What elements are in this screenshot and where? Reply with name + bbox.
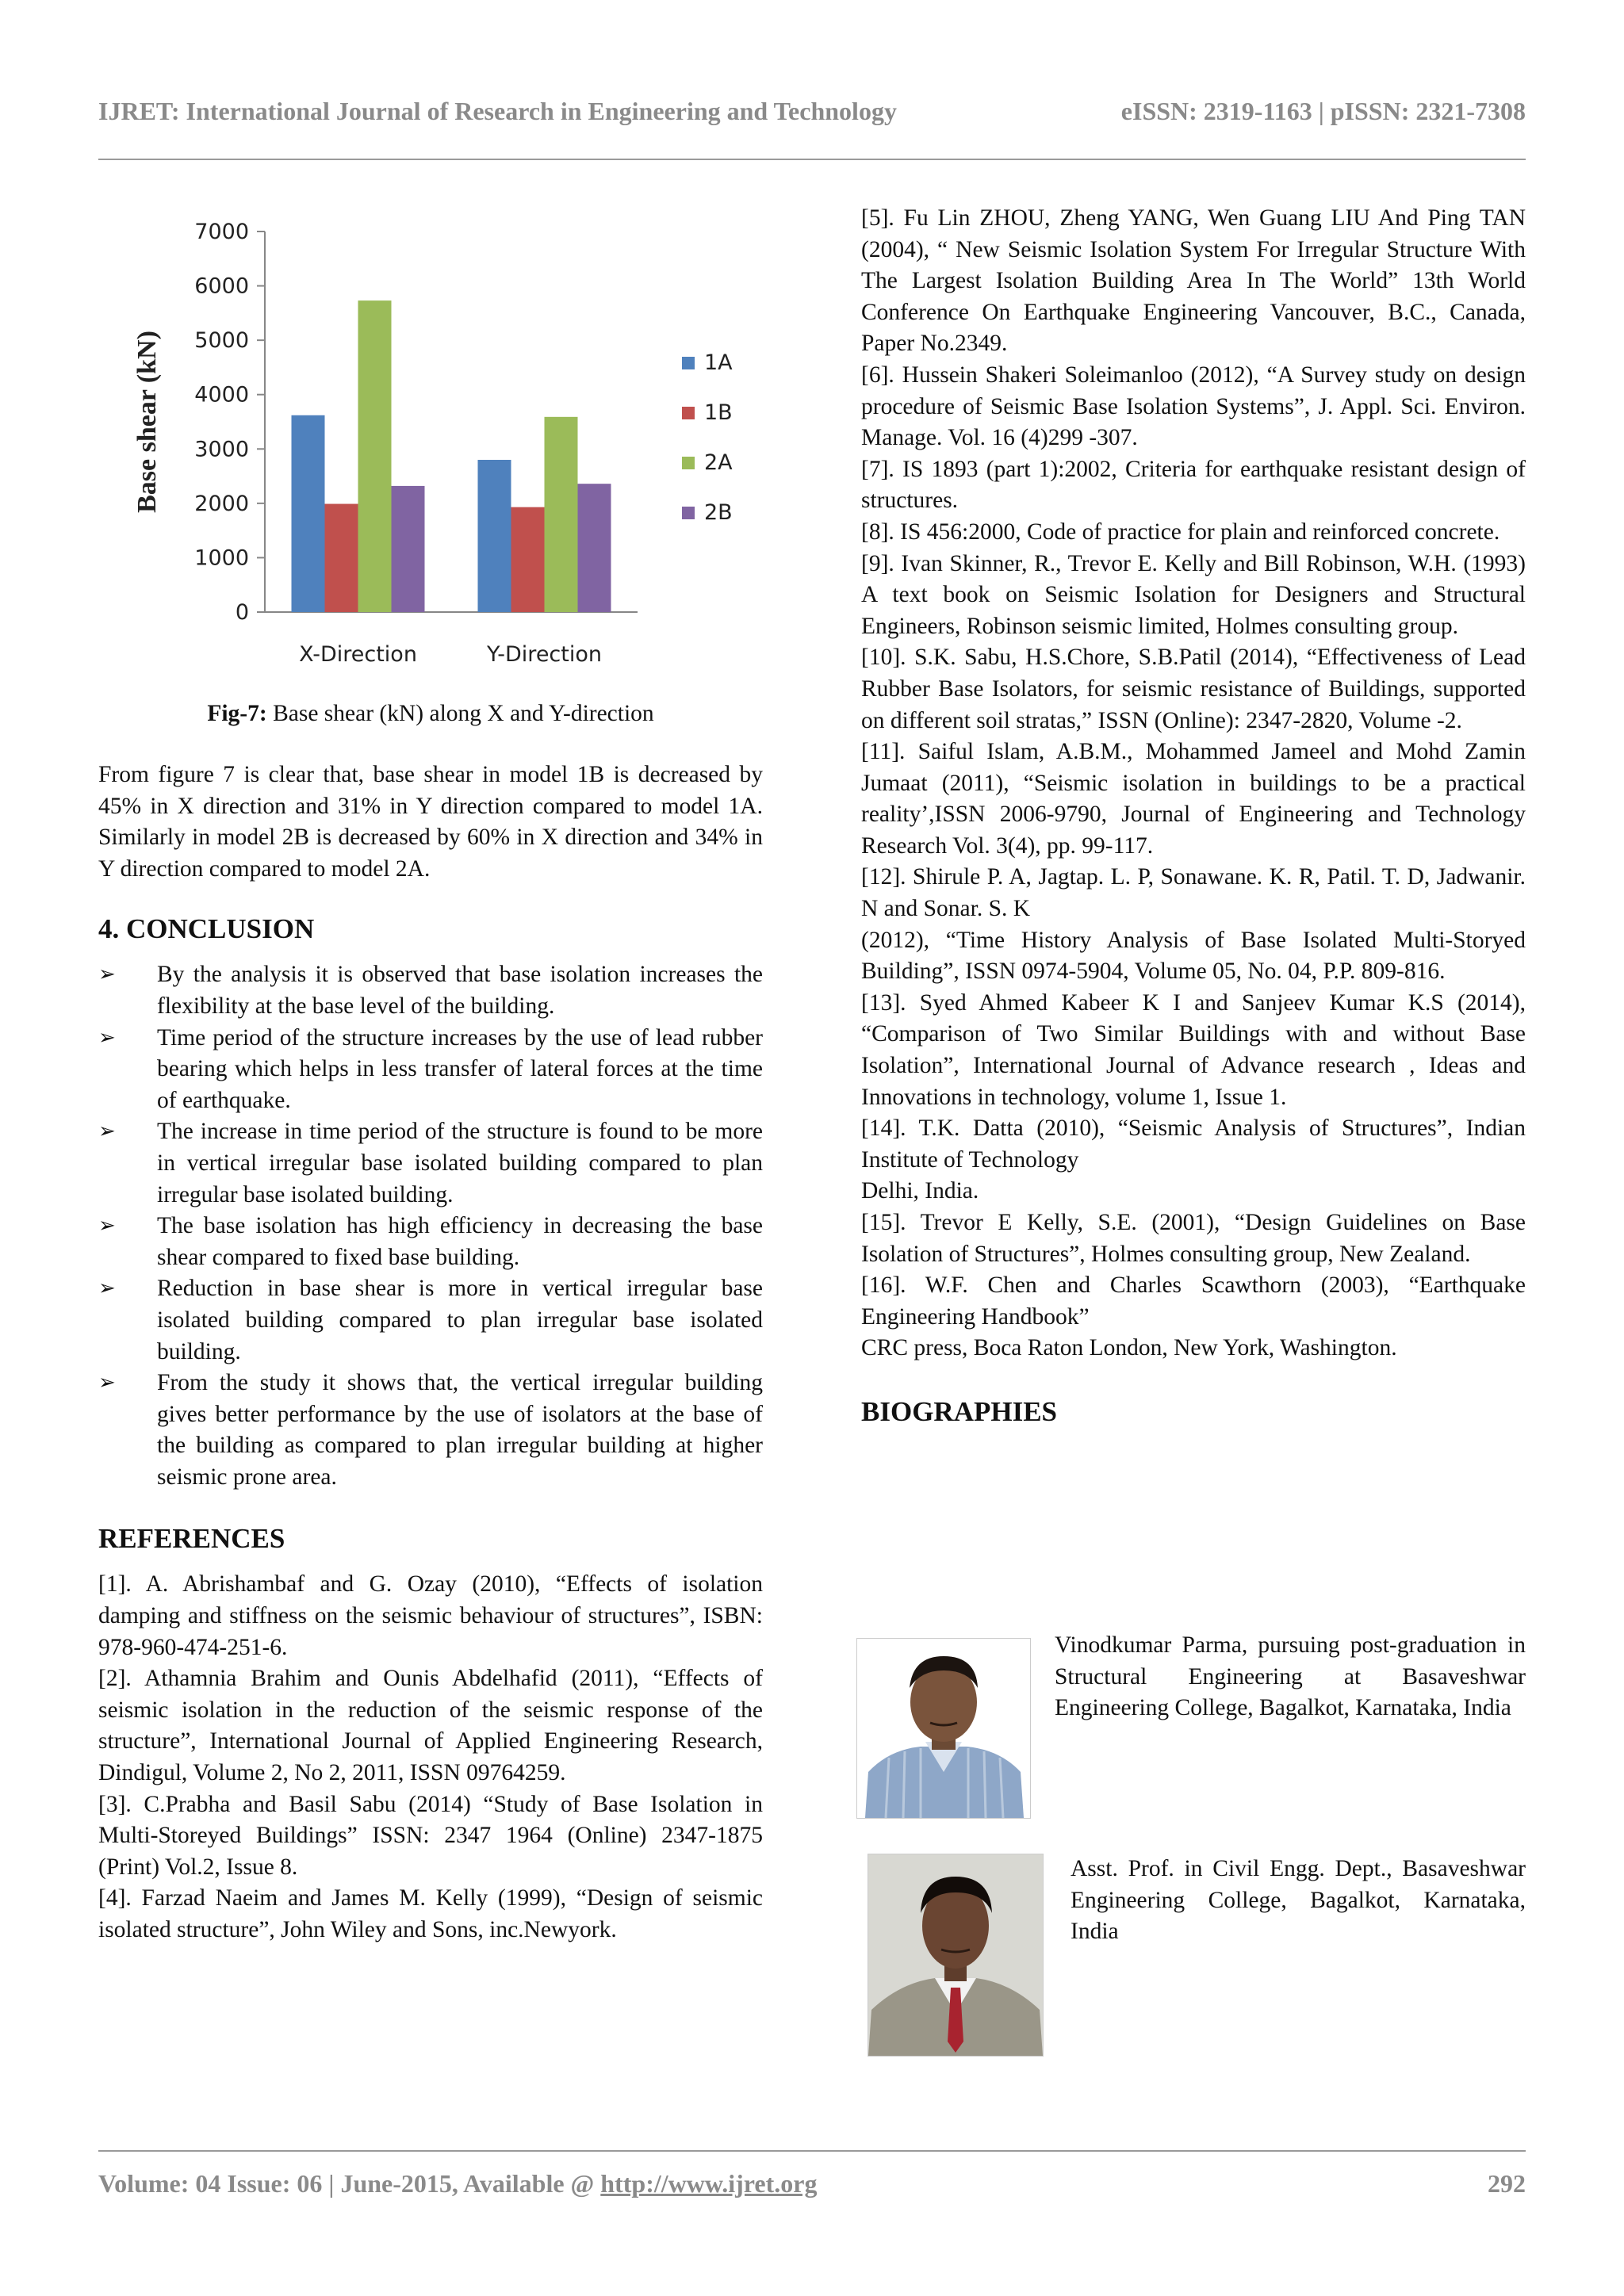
references-right	[861, 203, 1526, 1429]
author-photo-1	[856, 1638, 1031, 1819]
journal-title: IJRET: International Journal of Research in Engineering and Technology	[98, 97, 897, 125]
page-number: 292	[1488, 2169, 1526, 2198]
reference-item: [4]. Farzad Naeim and James M. Kelly (1999), “Design of seismic isolated structure”, John Wiley and Sons, inc.Newyork.	[98, 1885, 763, 1942]
figure-caption	[98, 701, 763, 727]
bar-2A-X-Direction	[358, 300, 392, 612]
legend-label: 1B	[704, 400, 733, 425]
reference-item: [13]. Syed Ahmed Kabeer K I and Sanjeev Kumar K.S (2014), “Comparison of Two Similar Buildings with and without Base Isolation”, International Journal of Advance research , Ideas and Innovations in technology, volume 1, Issue 1.	[861, 989, 1526, 1110]
author-photo-2	[868, 1854, 1044, 2057]
legend-swatch	[682, 407, 695, 419]
conclusion-item: ➢ By the analysis it is observed that base isolation increases the flexibility at the base level of the building.	[98, 959, 763, 1022]
legend-label: 2A	[704, 450, 733, 475]
bar-1A-X-Direction	[292, 415, 325, 612]
x-axis-labels	[299, 642, 602, 667]
reference-item: [7]. IS 1893 (part 1):2002, Criteria for earthquake resistant design of structures.	[861, 456, 1526, 514]
author-bio-1: Vinodkumar Parma, pursuing post-graduation in Structural Engineering at Basaveshwar Engineering College, Bagalkot, Karnataka, India	[1055, 1632, 1526, 1721]
bar-1A-Y-Direction	[478, 460, 511, 612]
reference-item: [11]. Saiful Islam, A.B.M., Mohammed Jameel and Mohd Zamin Jumaat (2011), “Seismic isolation in buildings to be a practical reality’,ISSN 2006-9790, Journal of Engineering and Technology Research Vol. 3(4), pp. 99-117.	[861, 739, 1526, 859]
left-column-text	[98, 760, 763, 1946]
bar-2B-X-Direction	[392, 486, 425, 612]
conclusion-title: 4. CONCLUSION	[98, 913, 315, 945]
reference-item: CRC press, Boca Raton London, New York, Washington.	[861, 1335, 1397, 1361]
x-tick-label: X-Direction	[299, 642, 417, 667]
header-divider	[98, 159, 1526, 160]
journal-link[interactable]: http://www.ijret.org	[600, 2169, 818, 2198]
reference-item: [8]. IS 456:2000, Code of practice for plain and reinforced concrete.	[861, 519, 1500, 545]
bar-1B-X-Direction	[325, 504, 358, 612]
reference-item: [2]. Athamnia Brahim and Ounis Abdelhafid (2011), “Effects of seismic isolation in the reduction of the seismic response of the structure”, International Journal of Applied Engineering Research, Dindigul, Volume 2, No 2, 2011, ISSN 09764259.	[98, 1666, 763, 1786]
bar-1B-Y-Direction	[511, 507, 545, 612]
conclusion-item: ➢ The base isolation has high efficiency in decreasing the base shear compared to fixed base building.	[98, 1211, 763, 1273]
arrow-bullet-icon: ➢	[98, 1214, 116, 1238]
conclusion-item: ➢ From the study it shows that, the vertical irregular building gives better performance by the use of isolators at the base of the building as compared to plan irregular building at higher seismic prone area.	[98, 1368, 763, 1493]
legend	[682, 350, 733, 525]
references-left	[98, 1569, 763, 1946]
y-tick-label: 1000	[194, 545, 249, 571]
references-title: REFERENCES	[98, 1523, 285, 1555]
reference-item: [16]. W.F. Chen and Charles Scawthorn (2003), “Earthquake Engineering Handbook”	[861, 1272, 1526, 1330]
reference-item: (2012), “Time History Analysis of Base Isolated Multi-Storyed Building”, ISSN 0974-5904, Volume 05, No. 04, P.P. 809-816.	[861, 927, 1526, 985]
bar-2A-Y-Direction	[545, 417, 578, 612]
y-tick-label: 4000	[194, 382, 249, 408]
y-axis-title: Base shear (kN)	[132, 331, 162, 513]
y-tick-label: 5000	[194, 328, 249, 354]
reference-item: [6]. Hussein Shakeri Soleimanloo (2012), “A Survey study on design procedure of Seismic Base Isolation Systems”, J. Appl. Sci. Environ. Manage. Vol. 16 (4)299 -307.	[861, 362, 1526, 451]
reference-item: [14]. T.K. Datta (2010), “Seismic Analysis of Structures”, Indian Institute of Technology	[861, 1115, 1526, 1173]
reference-item: Delhi, India.	[861, 1178, 979, 1204]
footer-volume	[98, 2169, 817, 2198]
issn-info: eISSN: 2319-1163 | pISSN: 2321-7308	[1120, 97, 1526, 125]
reference-item: [10]. S.K. Sabu, H.S.Chore, S.B.Patil (2014), “Effectiveness of Lead Rubber Base Isolators, for seismic resistance of Buildings, supported on different soil stratas,” ISSN (Online): 2347-2820, Volume -2.	[861, 645, 1526, 733]
conclusion-item: ➢ Time period of the structure increases by the use of lead rubber bearing which helps in less transfer of lateral forces at the time of earthquake.	[98, 1023, 763, 1117]
caption-label: Fig-7:	[207, 701, 267, 726]
y-tick-label: 6000	[194, 274, 249, 299]
reference-item: [1]. A. Abrishambaf and G. Ozay (2010), “Effects of isolation damping and stiffness on the seismic behaviour of structures”, ISBN: 978-960-474-251-6.	[98, 1571, 763, 1660]
biographies-title: BIOGRAPHIES	[861, 1395, 1057, 1427]
bars	[292, 300, 611, 612]
body-paragraph: From figure 7 is clear that, base shear in model 1B is decreased by 45% in X direction and 31% in Y direction compared to model 1A. Similarly in model 2B is decreased by 60% in X direction and 34% in Y direction compared to model 2A.	[98, 762, 763, 882]
y-tick-label: 7000	[194, 220, 249, 244]
reference-item: [15]. Trevor E Kelly, S.E. (2001), “Design Guidelines on Base Isolation of Structures”, Holmes consulting group, New Zealand.	[861, 1210, 1526, 1267]
base-shear-chart	[98, 198, 763, 690]
reference-item: [12]. Shirule P. A, Jagtap. L. P, Sonawane. K. R, Patil. T. D, Jadwanir. N and Sonar. S. K	[861, 864, 1526, 922]
arrow-bullet-icon: ➢	[98, 1119, 116, 1144]
reference-item: [3]. C.Prabha and Basil Sabu (2014) “Study of Base Isolation in Multi-Storeyed Buildings” ISSN: 2347 1964 (Online) 2347-1875 (Print) Vol.2, Issue 8.	[98, 1791, 763, 1880]
author-bio-2: Asst. Prof. in Civil Engg. Dept., Basaveshwar Engineering College, Bagalkot, Karnataka, India	[1071, 1856, 1526, 1945]
conclusion-list	[98, 959, 763, 1493]
footer-divider	[98, 2150, 1526, 2152]
bar-2B-Y-Direction	[578, 484, 611, 612]
reference-item: [9]. Ivan Skinner, R., Trevor E. Kelly and Bill Robinson, W.H. (1993) A text book on Seismic Isolation for Designers and Structural Engineers, Robinson seismic limited, Holmes consulting group.	[861, 550, 1526, 639]
arrow-bullet-icon: ➢	[98, 1025, 116, 1050]
legend-label: 1A	[704, 350, 733, 375]
x-tick-label: Y-Direction	[486, 642, 603, 667]
conclusion-item: ➢ Reduction in base shear is more in vertical irregular base isolated building compared to plan irregular base isolated building.	[98, 1273, 763, 1368]
reference-item: [5]. Fu Lin ZHOU, Zheng YANG, Wen Guang LIU And Ping TAN (2004), “ New Seismic Isolation System For Irregular Structure With The Largest Isolation Building Area In The World” 13th World Conference On Earthquake Engineering Vancouver, B.C., Canada, Paper No.2349.	[861, 205, 1526, 357]
caption-text: Base shear (kN) along X and Y-direction	[266, 701, 654, 726]
legend-swatch	[682, 457, 695, 469]
conclusion-item: ➢ The increase in time period of the structure is found to be more in vertical irregular base isolated building compared to plan irregular base isolated building.	[98, 1116, 763, 1211]
arrow-bullet-icon: ➢	[98, 1276, 116, 1301]
y-tick-label: 3000	[194, 437, 249, 462]
legend-swatch	[682, 507, 695, 519]
y-axis-ticks	[194, 220, 265, 625]
arrow-bullet-icon: ➢	[98, 1371, 116, 1395]
legend-swatch	[682, 357, 695, 369]
legend-label: 2B	[704, 500, 733, 525]
footer-volume-text: Volume: 04 Issue: 06 | June-2015, Available @	[98, 2169, 601, 2198]
arrow-bullet-icon: ➢	[98, 962, 116, 987]
y-tick-label: 2000	[194, 491, 249, 516]
y-tick-label: 0	[235, 600, 249, 625]
